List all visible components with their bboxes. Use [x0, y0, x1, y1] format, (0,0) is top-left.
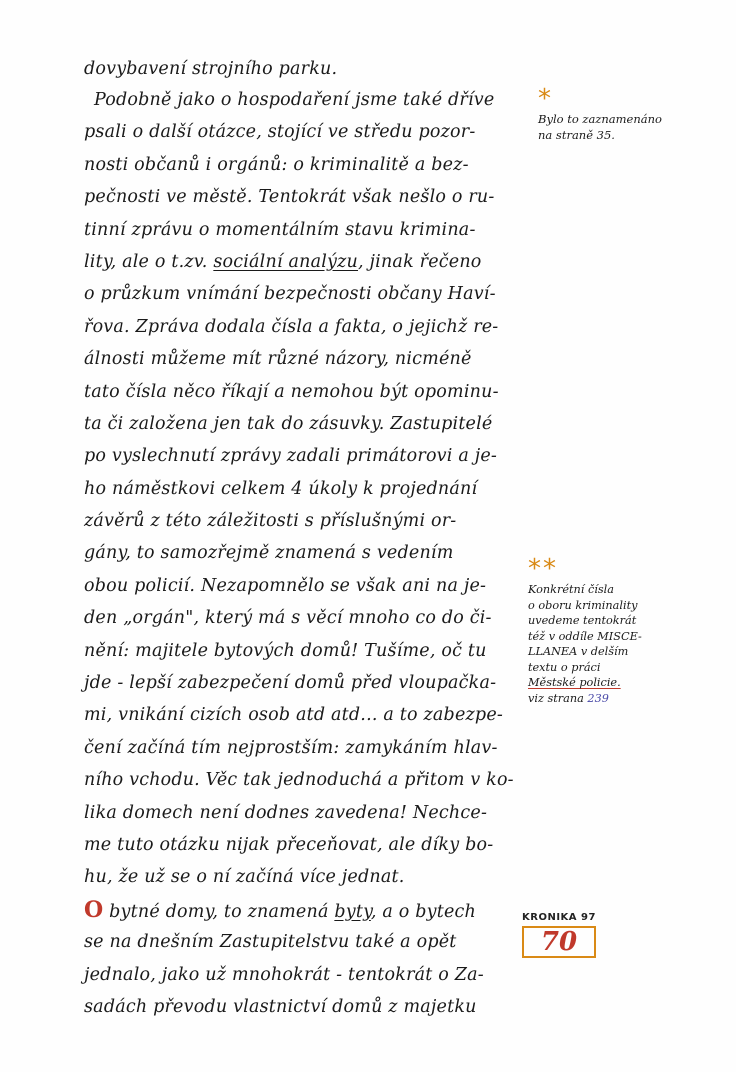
- text-line: dovybavení strojního parku.: [84, 59, 338, 79]
- text-line-end: , jinak řečeno: [358, 251, 482, 272]
- text-line-start: lity, ale o t.zv.: [84, 251, 214, 272]
- text-line: obou policií. Nezapomnělo se však ani na je-: [84, 575, 487, 596]
- text-line: nosti občanů i orgánů: o kriminalitě a bez-: [84, 154, 469, 175]
- text-line: gány, to samozřejmě znamená s vedením: [84, 543, 454, 564]
- page-number: 70: [522, 926, 596, 958]
- text-line: den „orgán", který má s věcí mnoho co do či-: [84, 608, 492, 629]
- social-analysis-term: sociální analýzu: [213, 251, 359, 272]
- note-line: na straně 35.: [538, 127, 615, 142]
- text-line: pečnosti ve městě. Tentokrát však nešlo o ru-: [84, 187, 495, 208]
- text-line: ního vchodu. Věc tak jednoduchá a přitom v ko-: [84, 770, 514, 791]
- asterisk-icon: *: [538, 84, 553, 114]
- text-line: jednalo, jako už mnohokrát - tentokrát o Za-: [84, 964, 484, 985]
- note-line: uvedeme tentokrát: [528, 613, 637, 627]
- note-line: Bylo to zaznamenáno: [538, 112, 662, 126]
- text-line: řova. Zpráva dodala čísla a fakta, o jejichž re-: [84, 316, 499, 337]
- text-line: [84, 894, 514, 926]
- text-line: sadách převodu vlastnictví domů z majetku: [84, 996, 477, 1017]
- main-text: [84, 54, 514, 1023]
- text-line: tinní zprávu o momentálním stavu krimina-: [84, 219, 476, 240]
- note-line: LLANEA v delším: [528, 644, 629, 658]
- text-line: [84, 246, 514, 278]
- see-page-label: viz strana: [528, 690, 584, 705]
- see-page-number: 239: [587, 690, 609, 705]
- note-line: Konkrétní čísla: [528, 582, 614, 596]
- note-line: textu o práci: [528, 659, 601, 674]
- police-link: Městské policie.: [528, 675, 621, 689]
- margin-note-1: [538, 86, 718, 143]
- text-line: álnosti můžeme mít různé názory, nicméně: [84, 349, 472, 370]
- text-line: závěrů z této záležitosti s příslušnými or-: [84, 511, 457, 532]
- text-line-end: , a o bytech: [370, 901, 476, 922]
- text-line: lika domech není dodnes zavedena! Nechce-: [84, 802, 488, 823]
- chronicle-label: KRONIKA 97: [522, 912, 596, 923]
- note-line: též v oddíle MISCE-: [528, 628, 642, 643]
- text-line: psali o další otázce, stojící ve středu pozor-: [84, 122, 476, 143]
- text-line: Podobně jako o hospodaření jsme také dříve: [94, 90, 495, 110]
- text-line: jde - lepší zabezpečení domů před vloupačka-: [84, 673, 497, 694]
- text-line: mi, vnikání cizích osob atd atd... a to zabezpe-: [84, 705, 503, 726]
- text-line: čení začíná tím nejprostším: zamykáním hlav-: [84, 737, 498, 758]
- text-line: me tuto otázku nijak přeceňovat, ale díky bo-: [84, 834, 494, 855]
- text-line: ho náměstkovi celkem 4 úkoly k projednání: [84, 478, 478, 499]
- text-line: nění: majitele bytových domů! Tušíme, oč tu: [84, 640, 487, 661]
- margin-note-2: [528, 556, 718, 706]
- drop-letter: O: [84, 896, 104, 923]
- text-line: se na dnešním Zastupitelstvu také a opět: [84, 932, 457, 953]
- text-line: ta či založena jen tak do zásuvky. Zastupitelé: [84, 413, 493, 434]
- double-asterisk-icon: **: [528, 554, 558, 584]
- text-line: po vyslechnutí zprávy zadali primátorovi a je-: [84, 446, 498, 467]
- text-line: tato čísla něco říkají a nemohou být opominu-: [84, 381, 499, 402]
- byty-term: byty: [334, 901, 371, 922]
- text-line: o průzkum vnímání bezpečnosti občany Haví-: [84, 284, 496, 305]
- note-line: o oboru kriminality: [528, 597, 638, 612]
- page-footer: [522, 912, 602, 958]
- text-line: hu, že už se o ní začíná více jednat.: [84, 867, 405, 888]
- see-page-line: [528, 691, 714, 707]
- text-line-start: bytné domy, to znamená: [103, 901, 335, 922]
